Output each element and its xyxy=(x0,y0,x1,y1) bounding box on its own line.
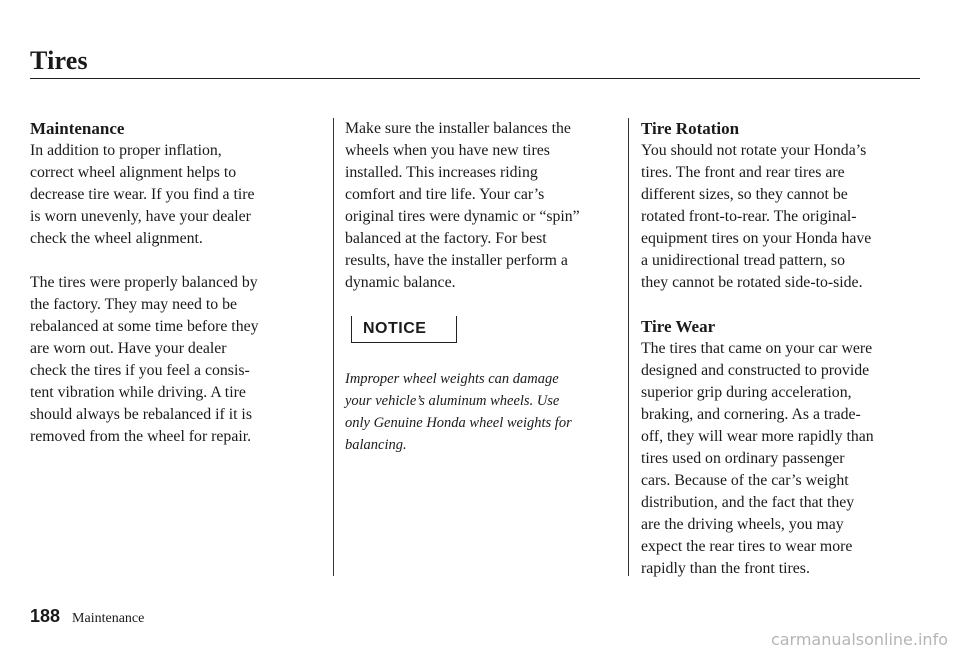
notice-label: NOTICE xyxy=(363,320,427,337)
tire-rotation-heading: Tire Rotation xyxy=(641,119,740,138)
notice-warning-text: Improper wheel weights can damage your vehicle’s aluminum wheels. Use only Genuine Honda wheel weights for balancing. xyxy=(345,371,572,453)
balancing-paragraph: The tires were properly balanced by the factory. They may need to be rebalanced at some time before they are worn out. Have your dealer check the tires if you feel a consis- tent vibration while driving. A tire should always be rebalanced if it is removed from the wheel for repair. xyxy=(30,274,259,445)
tire-wear-heading: Tire Wear xyxy=(641,317,716,336)
maintenance-heading: Maintenance xyxy=(30,119,125,138)
page-title: Tires xyxy=(30,46,88,75)
column-balancing xyxy=(345,118,620,478)
tire-wear-paragraph: The tires that came on your car were designed and constructed to provide superior grip during acceleration, braking, and cornering. As a trade- off, they will wear more rapidly than tires used on ordinary passenger cars. Because of the car’s weight distribution, and the fact that they are the driving wheels, you may expect the rear tires to wear more rapidly than the front tires. xyxy=(641,340,874,577)
column-divider xyxy=(628,118,629,576)
watermark: carmanualsonline.info xyxy=(770,630,948,649)
title-rule xyxy=(30,78,920,79)
page-number: 188 xyxy=(30,606,61,626)
column-rotation-wear xyxy=(641,118,921,602)
page-footer xyxy=(30,606,144,627)
alignment-paragraph: In addition to proper inflation, correct wheel alignment helps to decrease tire wear. If you find a tire is worn unevenly, have your dealer check the wheel alignment. xyxy=(30,142,255,247)
notice-box xyxy=(345,316,620,352)
column-divider xyxy=(333,118,334,576)
installer-paragraph: Make sure the installer balances the wheels when you have new tires installed. This increases riding comfort and tire life. Your car’s original tires were dynamic or “spin” balanced at the factory. For best results, have the installer perform a dynamic balance. xyxy=(345,120,580,291)
tire-rotation-paragraph: You should not rotate your Honda’s tires. The front and rear tires are different sizes, so they cannot be rotated front-to-rear. The original- equipment tires on your Honda have a unidirectional tread pattern, so they cannot be rotated side-to-side. xyxy=(641,142,872,291)
footer-section-name: Maintenance xyxy=(72,611,145,626)
column-maintenance xyxy=(30,118,326,470)
